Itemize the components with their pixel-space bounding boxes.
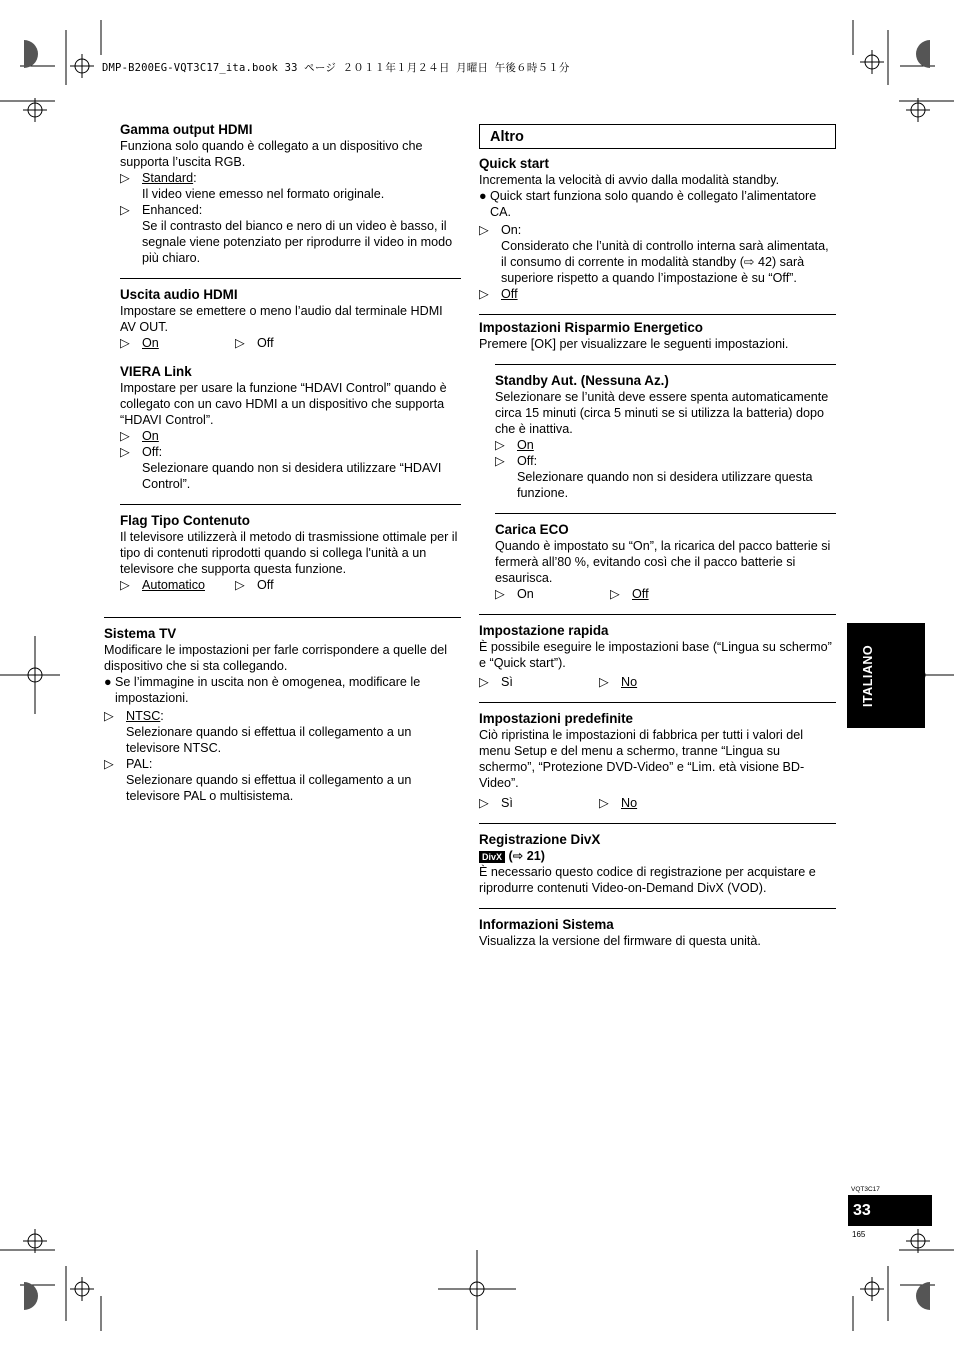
divider bbox=[479, 314, 836, 315]
predefinite-opt1: Sì bbox=[501, 796, 513, 810]
flag-title: Flag Tipo Contenuto bbox=[120, 513, 250, 528]
triangle-icon: ▷ bbox=[495, 587, 505, 601]
standby-title: Standby Aut. (Nessuna Az.) bbox=[495, 373, 669, 388]
triangle-icon: ▷ bbox=[479, 796, 489, 810]
quick-option-off bbox=[479, 286, 836, 302]
viera-opt2-desc: Selezionare quando non si desidera utilizzare “HDAVI Control”. bbox=[142, 461, 442, 491]
eco-title: Carica ECO bbox=[495, 522, 569, 537]
audio-opt1: On bbox=[142, 336, 159, 350]
predefinite-title: Impostazioni predefinite bbox=[479, 711, 634, 726]
gamma-option-enhanced bbox=[120, 202, 461, 266]
model-code: VQT3C17 bbox=[851, 1186, 880, 1193]
language-tab-label: ITALIANO bbox=[861, 644, 875, 707]
flag-opt1: Automatico bbox=[142, 578, 205, 592]
flag-desc: Il televisore utilizzerà il metodo di trasmissione ottimale per il tipo di contenuti riprodotti quando si collega l'unità a un televisore che supporta questa funzione. bbox=[120, 530, 458, 576]
gamma-option-standard bbox=[120, 170, 461, 202]
sistema-opt2-desc: Selezionare quando si effettua il collegamento a un televisore PAL o multisistema. bbox=[126, 773, 412, 803]
eco-desc: Quando è impostato su “On”, la ricarica del pacco batterie si fermerà all’80 %, evitando così che il pacco batterie si esaurisca. bbox=[495, 539, 831, 585]
gamma-desc: Funziona solo quando è collegato a un dispositivo che supporta l’uscita RGB. bbox=[120, 139, 423, 169]
quick-opt1-desc: Considerato che l’unità di controllo interna sarà alimentata, il consumo di corrente in modalità standby (⇨ 42) sarà superiore rispetto a quando l’impostazione è su “Off”. bbox=[501, 239, 829, 285]
predefinite-desc: Ciò ripristina le impostazioni di fabbrica per tutti i valori del menu Setup e del menu a schermo, tranne “Lingua su schermo”, “Protezione DVD-Video” e “Lim. età visione BD-Video”. bbox=[479, 728, 805, 790]
altro-header: Altro bbox=[479, 124, 836, 149]
triangle-icon: ▷ bbox=[479, 675, 489, 689]
sistema-opt1-desc: Selezionare quando si effettua il collegamento a un televisore NTSC. bbox=[126, 725, 412, 755]
triangle-icon: ▷ bbox=[120, 171, 130, 185]
rapida-title: Impostazione rapida bbox=[479, 623, 609, 638]
triangle-icon: ▷ bbox=[479, 223, 489, 237]
print-header: DMP-B200EG-VQT3C17_ita.book 33 ページ ２０１１年１月２４日 月曜日 午後６時５１分 bbox=[102, 62, 570, 74]
divx-badge: DivX bbox=[479, 851, 505, 863]
divider bbox=[479, 702, 836, 703]
left-column-upper bbox=[120, 121, 461, 593]
divider bbox=[479, 908, 836, 909]
standby-option-off bbox=[495, 453, 836, 501]
left-column-lower bbox=[104, 625, 461, 804]
sistema-bullet bbox=[104, 674, 461, 706]
gamma-opt2-desc: Se il contrasto del bianco e nero di un video è basso, il segnale viene potenziato per riprodurre il video in modo più chiaro. bbox=[142, 219, 453, 265]
divx-title: Registrazione DivX bbox=[479, 832, 601, 847]
viera-option-on bbox=[120, 428, 461, 444]
audio-title: Uscita audio HDMI bbox=[120, 287, 238, 302]
audio-desc: Impostare se emettere o meno l’audio dal terminale HDMI AV OUT. bbox=[120, 304, 443, 334]
triangle-icon: ▷ bbox=[104, 709, 114, 723]
quick-option-on bbox=[479, 222, 836, 286]
standby-opt2-desc: Selezionare quando non si desidera utilizzare questa funzione. bbox=[517, 470, 813, 500]
divider bbox=[120, 504, 461, 505]
eco-options bbox=[495, 586, 836, 602]
divider bbox=[495, 513, 836, 514]
gamma-opt2-label: Enhanced: bbox=[142, 203, 203, 217]
predefinite-options bbox=[479, 795, 836, 811]
quick-title: Quick start bbox=[479, 156, 549, 171]
gamma-opt1-label: Standard bbox=[142, 171, 194, 185]
triangle-icon: ▷ bbox=[610, 587, 620, 601]
triangle-icon: ▷ bbox=[495, 454, 505, 468]
viera-opt1: On bbox=[142, 429, 159, 443]
triangle-icon: ▷ bbox=[599, 675, 609, 689]
sistema-bullet-text: Se l’immagine in uscita non è omogenea, modificare le impostazioni. bbox=[115, 675, 421, 705]
standby-opt1: On bbox=[517, 438, 534, 452]
triangle-icon: ▷ bbox=[479, 287, 489, 301]
divx-ref: (⇨ 21) bbox=[508, 849, 545, 863]
triangle-icon: ▷ bbox=[235, 336, 245, 350]
rapida-opt1: Sì bbox=[501, 675, 513, 689]
divider bbox=[120, 278, 461, 279]
sistema-title: Sistema TV bbox=[104, 626, 177, 641]
viera-opt2-label: Off: bbox=[142, 445, 163, 459]
quick-opt2: Off bbox=[501, 287, 518, 301]
quick-bullet bbox=[479, 188, 836, 220]
triangle-icon: ▷ bbox=[120, 429, 130, 443]
standby-desc: Selezionare se l’unità deve essere spenta automaticamente circa 15 minuti (circa 5 minuti se si utilizza la batteria) dopo che è inattiva. bbox=[495, 390, 829, 436]
risparmio-subsection bbox=[495, 364, 836, 602]
triangle-icon: ▷ bbox=[104, 757, 114, 771]
eco-opt2: Off bbox=[632, 587, 649, 601]
flag-options bbox=[120, 577, 461, 593]
bullet-icon: ● bbox=[479, 189, 487, 203]
sistema-option-pal bbox=[104, 756, 461, 804]
triangle-icon: ▷ bbox=[120, 578, 130, 592]
quick-bullet-text: Quick start funziona solo quando è collegato l’alimentatore CA. bbox=[490, 189, 817, 219]
risparmio-title: Impostazioni Risparmio Energetico bbox=[479, 320, 703, 335]
divx-ref-line bbox=[479, 848, 836, 864]
viera-option-off bbox=[120, 444, 461, 492]
flag-opt2: Off bbox=[257, 578, 274, 592]
quick-desc: Incrementa la velocità di avvio dalla modalità standby. bbox=[479, 173, 780, 187]
sistema-opt2-label: PAL: bbox=[126, 757, 153, 771]
language-tab bbox=[847, 623, 925, 728]
page-number: 33 bbox=[848, 1195, 932, 1226]
gamma-title: Gamma output HDMI bbox=[120, 122, 253, 137]
triangle-icon: ▷ bbox=[495, 438, 505, 452]
rapida-desc: È possibile eseguire le impostazioni base (“Lingua su schermo” e “Quick start”). bbox=[479, 640, 832, 670]
bullet-icon: ● bbox=[104, 675, 112, 689]
page-sub-number: 165 bbox=[852, 1230, 866, 1239]
viera-desc: Impostare per usare la funzione “HDAVI Control” quando è collegato con un cavo HDMI a un dispositivo che supporta “HDAVI Control”. bbox=[120, 381, 447, 427]
risparmio-desc: Premere [OK] per visualizzare le seguenti impostazioni. bbox=[479, 337, 789, 351]
gamma-opt1-suffix: : bbox=[193, 171, 197, 185]
sistema-opt1-label: NTSC bbox=[126, 709, 161, 723]
standby-opt2-label: Off: bbox=[517, 454, 538, 468]
divider bbox=[479, 823, 836, 824]
gamma-opt1-desc: Il video viene emesso nel formato originale. bbox=[142, 187, 385, 201]
info-title: Informazioni Sistema bbox=[479, 917, 614, 932]
rapida-options bbox=[479, 674, 836, 690]
triangle-icon: ▷ bbox=[235, 578, 245, 592]
divx-desc: È necessario questo codice di registrazione per acquistare e riprodurre contenuti Video-on-Demand DivX (VOD). bbox=[479, 865, 816, 895]
right-column bbox=[479, 124, 836, 949]
triangle-icon: ▷ bbox=[120, 203, 130, 217]
audio-opt2: Off bbox=[257, 336, 274, 350]
sistema-desc: Modificare le impostazioni per farle corrispondere a quelle del dispositivo che si sta collegando. bbox=[104, 643, 448, 673]
sistema-opt1-suffix: : bbox=[160, 709, 164, 723]
info-desc: Visualizza la versione del firmware di questa unità. bbox=[479, 934, 761, 948]
triangle-icon: ▷ bbox=[120, 445, 130, 459]
viera-title: VIERA Link bbox=[120, 364, 192, 379]
triangle-icon: ▷ bbox=[120, 336, 130, 350]
rapida-opt2: No bbox=[621, 675, 638, 689]
divider bbox=[479, 614, 836, 615]
divider bbox=[495, 364, 836, 365]
triangle-icon: ▷ bbox=[599, 796, 609, 810]
divider bbox=[104, 617, 461, 618]
standby-option-on bbox=[495, 437, 836, 453]
audio-options bbox=[120, 335, 461, 351]
eco-opt1: On bbox=[517, 587, 534, 601]
sistema-option-ntsc bbox=[104, 708, 461, 756]
predefinite-opt2: No bbox=[621, 796, 638, 810]
quick-opt1-label: On: bbox=[501, 223, 522, 237]
